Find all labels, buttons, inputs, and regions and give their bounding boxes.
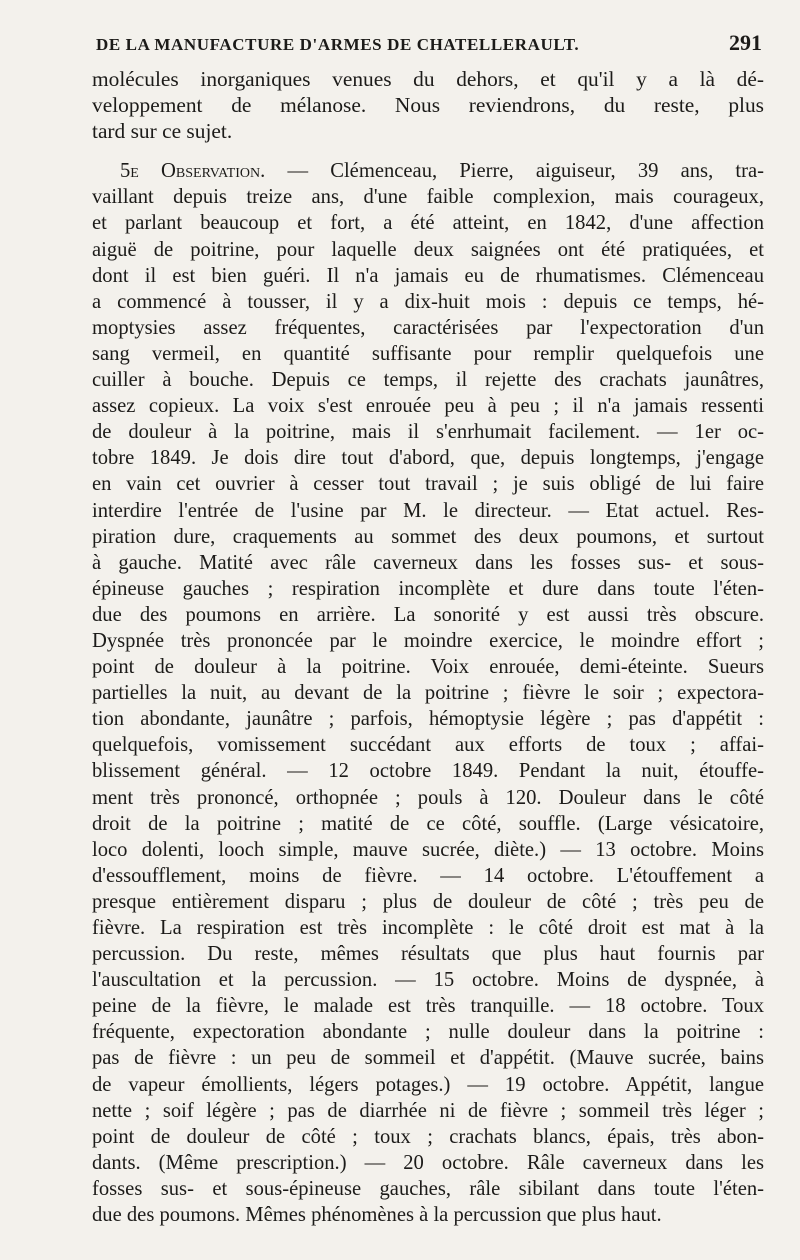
text-line: dants. (Même prescription.) — 20 octobre. Râle caverneux dans les xyxy=(92,1151,764,1174)
text-line: peine de la fièvre, le malade est très tranquille. — 18 octobre. Toux xyxy=(92,995,764,1018)
text-line: en vain cet ouvrier à cesser tout travail ; je suis obligé de lui faire xyxy=(92,473,764,496)
text-line: assez copieux. La voix s'est enrouée peu à peu ; il n'a jamais ressenti xyxy=(92,395,764,418)
text-line: et parlant beaucoup et fort, a été atteint, en 1842, d'une affection xyxy=(92,212,764,235)
text-line: à gauche. Matité avec râle caverneux dans les fosses sus- et sous- xyxy=(92,551,764,574)
text-line: piration dure, craquements au sommet des deux poumons, et surtout xyxy=(92,525,764,548)
text-line: l'auscultation et la percussion. — 15 octobre. Moins de dyspnée, à xyxy=(92,969,764,992)
text-line: pas de fièvre : un peu de sommeil et d'appétit. (Mauve sucrée, bains xyxy=(92,1047,764,1070)
text-line: percussion. Du reste, mêmes résultats que plus haut fournis par xyxy=(92,943,764,966)
text-line: tard sur ce sujet. xyxy=(92,119,233,144)
text-line: ment très prononcé, orthopnée ; pouls à 120. Douleur dans le côté xyxy=(92,786,764,809)
text-line: fréquente, expectoration abondante ; nulle douleur dans la poitrine : xyxy=(92,1021,764,1044)
observation-paragraph xyxy=(92,158,764,1228)
text-line: point de douleur à la poitrine. Voix enrouée, demi-éteinte. Sueurs xyxy=(92,656,764,679)
text-line: épineuse gauches ; respiration incomplète et dure dans toute l'éten- xyxy=(92,577,764,600)
text-line: point de douleur de côté ; toux ; crachats blancs, épais, très abon- xyxy=(92,1125,764,1148)
observation-first-line: — Clémenceau, Pierre, aiguiseur, 39 ans, tra- xyxy=(287,160,764,183)
text-line: moptysies assez fréquentes, caractérisées par l'expectoration d'un xyxy=(92,316,764,339)
text-line: molécules inorganiques venues du dehors, et qu'il y a là dé- xyxy=(92,67,764,91)
text-line: a commencé à tousser, il y a dix-huit mois : depuis ce temps, hé- xyxy=(92,290,764,313)
observation-label: 5e Observation. xyxy=(120,160,266,183)
text-line: sang vermeil, en quantité suffisante pour remplir quelquefois une xyxy=(92,342,764,365)
text-line: partielles la nuit, au devant de la poitrine ; fièvre le soir ; expectora- xyxy=(92,682,764,705)
text-line: presque entièrement disparu ; plus de douleur de côté ; très peu de xyxy=(92,890,764,913)
running-title: DE LA MANUFACTURE D'ARMES DE CHATELLERAULT. xyxy=(96,35,580,54)
text-line: tion abondante, jaunâtre ; parfois, hémoptysie légère ; pas d'appétit : xyxy=(92,708,764,731)
text-line: loco dolenti, looch simple, mauve sucrée, diète.) — 13 octobre. Moins xyxy=(92,838,764,861)
text-line: aiguë de poitrine, pour laquelle deux saignées ont été pratiquées, et xyxy=(92,238,764,261)
text-line: droit de la poitrine ; matité de ce côté, souffle. (Large vésicatoire, xyxy=(92,812,764,835)
text-line: de vapeur émollients, légers potages.) — 19 octobre. Appétit, langue xyxy=(92,1073,764,1096)
body-text xyxy=(92,66,764,1228)
text-line: de douleur à la poitrine, mais il s'enrhumait facilement. — 1er oc- xyxy=(92,421,764,444)
text-line: veloppement de mélanose. Nous reviendrons, du reste, plus xyxy=(92,93,764,118)
text-line xyxy=(92,158,764,184)
page-number: 291 xyxy=(729,30,762,55)
text-line: dont il est bien guéri. Il n'a jamais eu de rhumatismes. Clémenceau xyxy=(92,264,764,287)
text-line: blissement général. — 12 octobre 1849. Pendant la nuit, étouffe- xyxy=(92,760,764,783)
text-line: interdire l'entrée de l'usine par M. le directeur. — Etat actuel. Res- xyxy=(92,499,764,522)
text-line: cuiller à bouche. Depuis ce temps, il rejette des crachats jaunâtres, xyxy=(92,369,764,392)
text-line: due des poumons. Mêmes phénomènes à la percussion que plus haut. xyxy=(92,1204,662,1227)
text-line: nette ; soif légère ; pas de diarrhée ni de fièvre ; sommeil très léger ; xyxy=(92,1099,764,1122)
page-header xyxy=(96,30,762,64)
text-line: Dyspnée très prononcée par le moindre exercice, le moindre effort ; xyxy=(92,629,764,652)
text-line: due des poumons en arrière. La sonorité y est aussi très obscure. xyxy=(92,603,764,626)
text-line: tobre 1849. Je dois dire tout d'abord, que, depuis longtemps, j'engage xyxy=(92,447,764,470)
text-line: quelquefois, vomissement succédant aux efforts de toux ; affai- xyxy=(92,734,764,757)
text-line: d'essoufflement, moins de fièvre. — 14 octobre. L'étouffement a xyxy=(92,864,764,887)
text-line: fièvre. La respiration est très incomplète : le côté droit est mat à la xyxy=(92,917,764,939)
text-line: fosses sus- et sous-épineuse gauches, râle sibilant dans toute l'éten- xyxy=(92,1177,764,1200)
paragraph-1 xyxy=(92,66,764,144)
text-line: vaillant depuis treize ans, d'une faible complexion, mais courageux, xyxy=(92,186,764,209)
